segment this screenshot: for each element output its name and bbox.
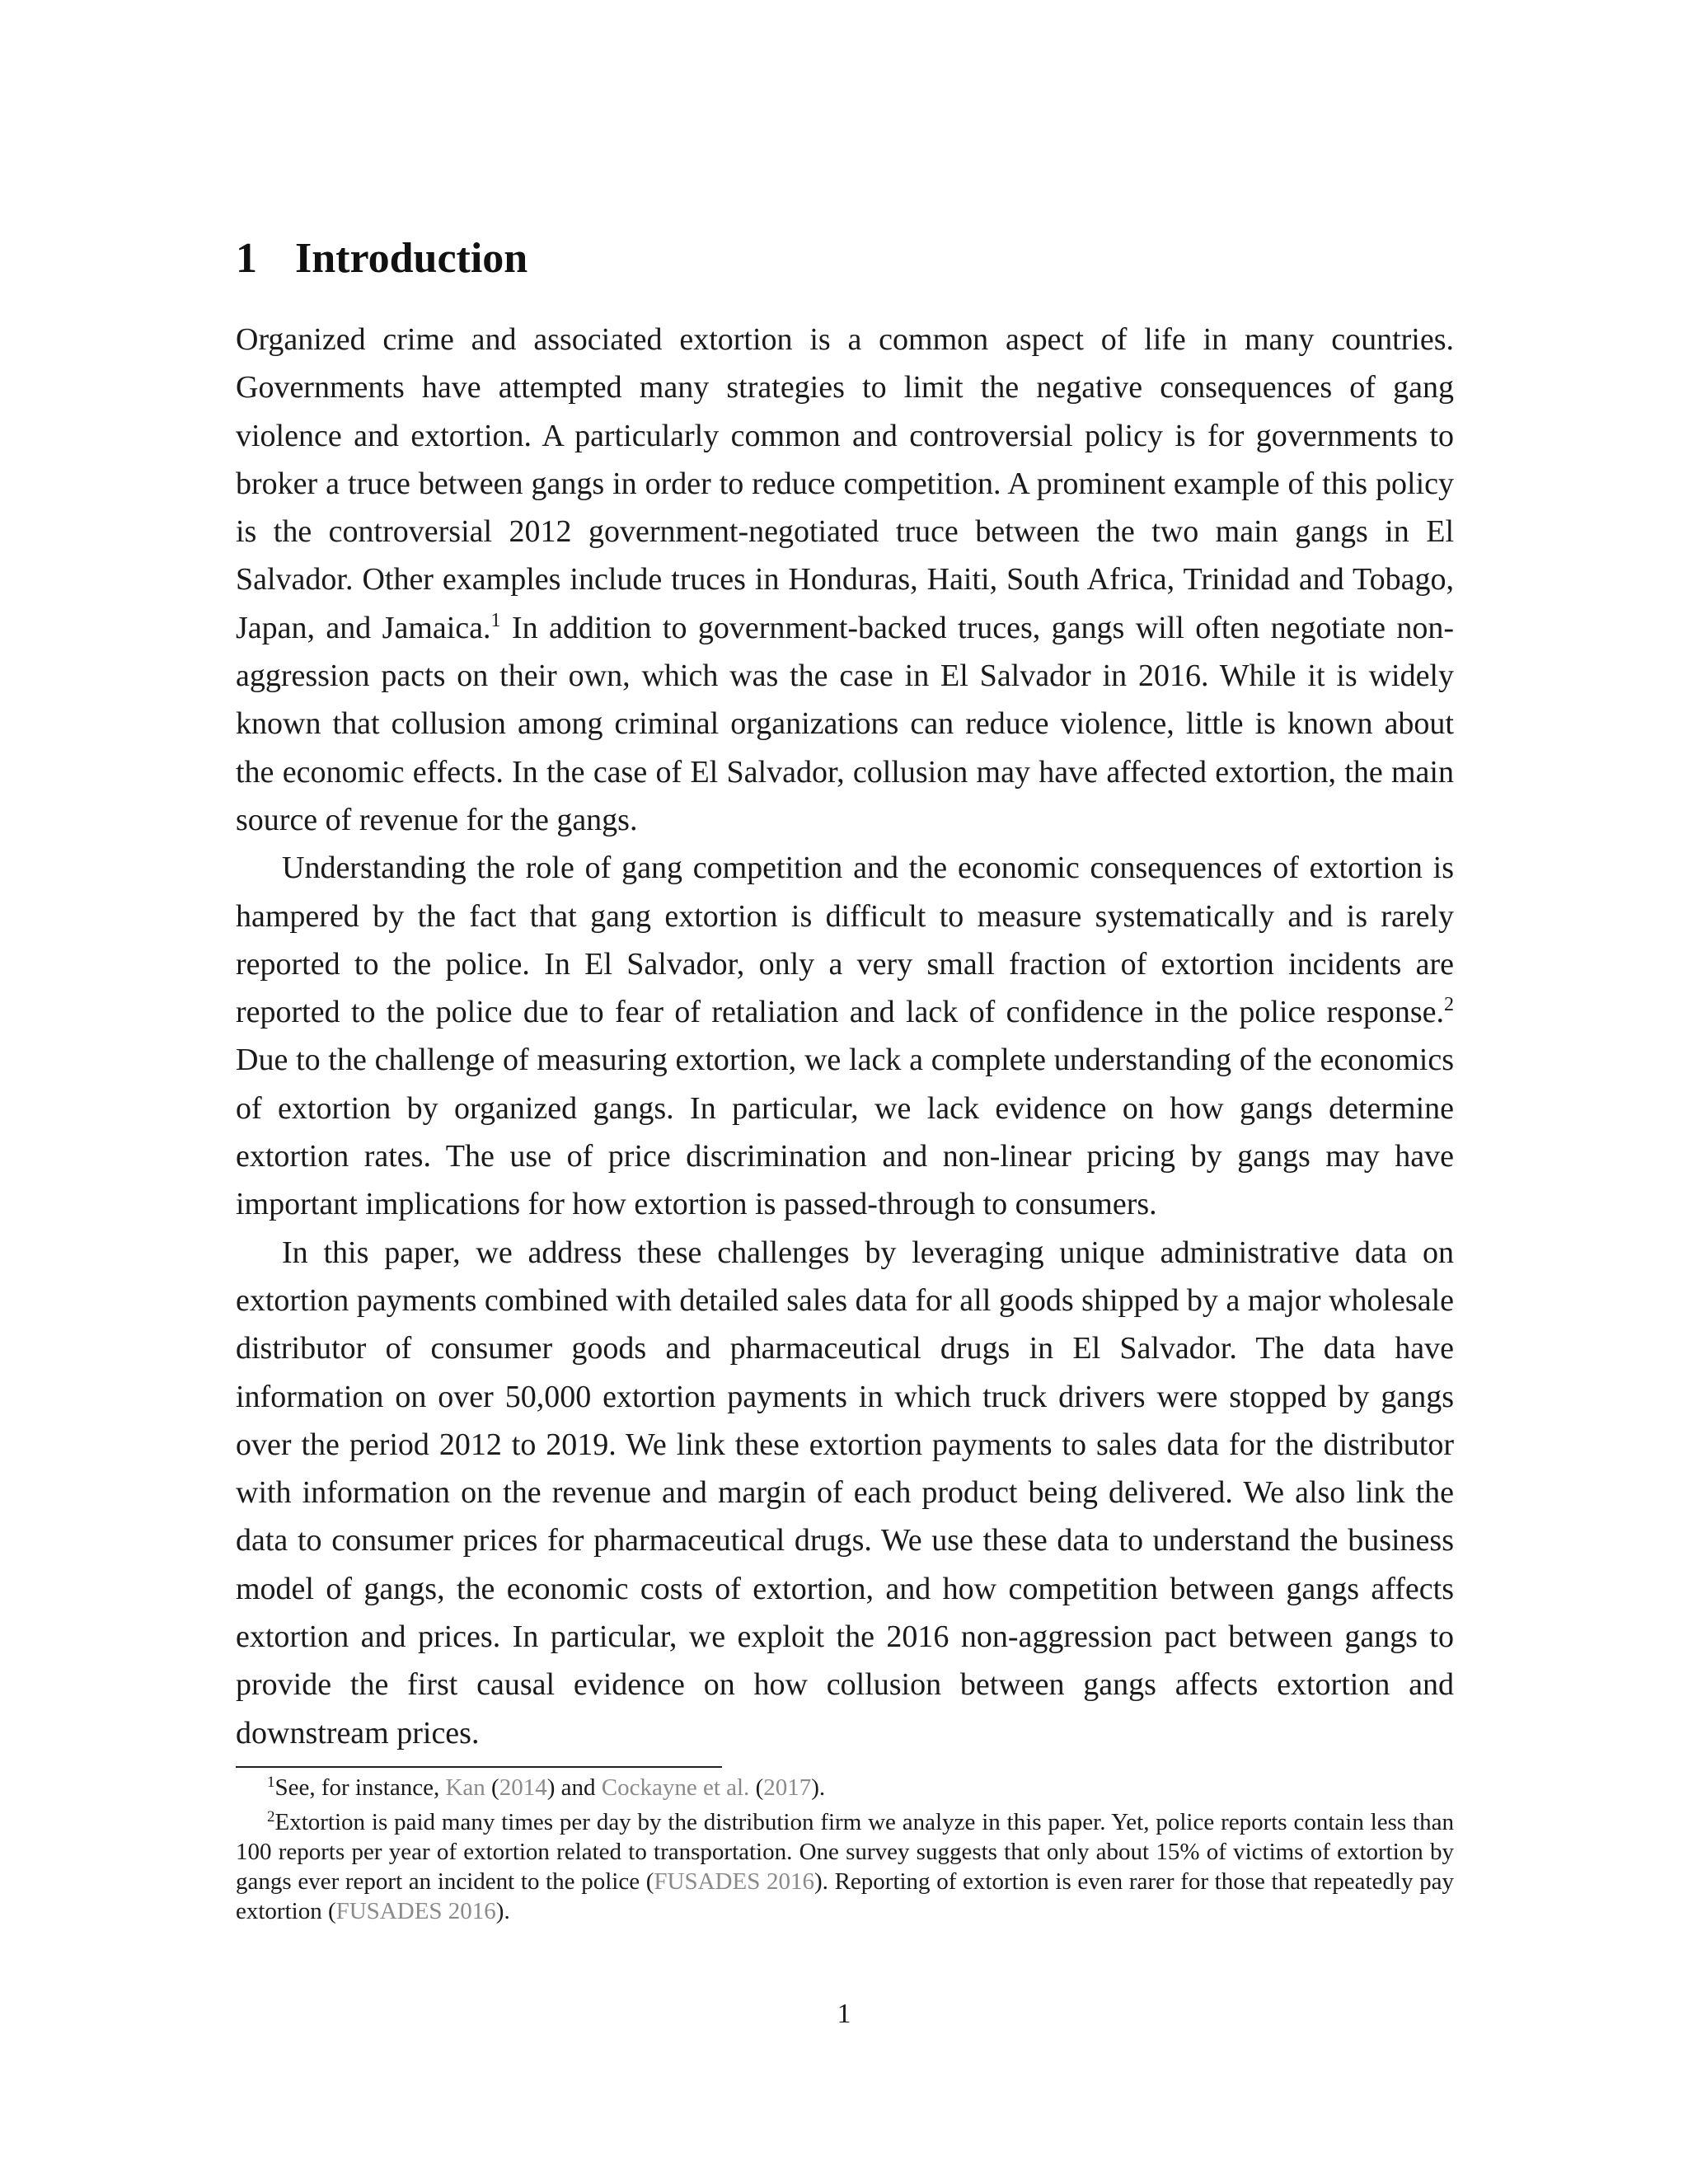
footnotes — [236, 1773, 1454, 1931]
footnote-mark: 1 — [267, 1774, 275, 1791]
text-run: In this paper, we address these challenges by leveraging unique administrative data on extortion payments combined with detailed sales data for all goods shipped by a major wholesale distributor of consumer goods and pharmaceutical drugs in El Salvador. The data have information on over 50,000 extortion payments in which truck drivers were stopped by gangs over the period 2012 to 2019. We link these extortion payments to sales data for the distributor with information on the revenue and margin of each product being delivered. We also link the data to consumer prices for pharmaceutical drugs. We use these data to understand the business model of gangs, the economic costs of extortion, and how competition between gangs affects extortion and prices. In particular, we exploit the 2016 non-aggression pact between gangs to provide the first causal evidence on how collusion between gangs affects extortion and downstream prices. — [236, 1235, 1454, 1750]
text-run: ( — [749, 1774, 764, 1801]
text-run: ). Reporting of extortion is even rarer for those that repeatedly pay extortion ( — [236, 1868, 1454, 1924]
paragraph-2 — [236, 844, 1454, 1228]
citation-link[interactable]: FUSADES 2016 — [335, 1898, 496, 1924]
citation-link[interactable]: Kan — [445, 1774, 485, 1801]
citation-link[interactable]: FUSADES 2016 — [654, 1868, 814, 1895]
body-text — [236, 316, 1454, 1757]
section-title: Introduction — [295, 235, 528, 282]
citation-link[interactable]: Cockayne et al. — [601, 1774, 750, 1801]
text-run: ) and — [546, 1774, 602, 1801]
citation-link[interactable]: 2014 — [499, 1774, 547, 1801]
section-number: 1 — [236, 235, 257, 282]
footnote-ref[interactable]: 1 — [490, 609, 501, 631]
text-run: Due to the challenge of measuring extortion, we lack a complete understanding of the economics of extortion by organized gangs. In particular, we lack evidence on how gangs determine extortion rates. The use of price discrimination and non-linear pricing by gangs may have important implications for how extortion is passed-through to consumers. — [236, 1043, 1454, 1222]
text-run: Organized crime and associated extortion is a common aspect of life in many countries. Governments have attempted many strategies to limit the negative consequences of gang violence and extortion. A particularly common and controversial policy is for governments to broker a truce between gangs in order to reduce competition. A prominent example of this policy is the controversial 2012 government-negotiated truce between the two main gangs in El Salvador. Other examples include truces in Honduras, Haiti, South Africa, Trinidad and Tobago, Japan, and Jamaica. — [236, 322, 1454, 645]
text-run: See, for instance, — [274, 1774, 446, 1801]
text-run: ( — [485, 1774, 499, 1801]
page-number: 1 — [837, 1999, 851, 2029]
paragraph-1 — [236, 316, 1454, 844]
footnote-mark: 2 — [267, 1808, 275, 1825]
footnote-2 — [236, 1807, 1454, 1926]
footnote-ref[interactable]: 2 — [1444, 994, 1454, 1016]
section-heading — [236, 232, 528, 285]
text-run: Understanding the role of gang competition and the economic consequences of extortion is hampered by the fact that gang extortion is difficult to measure systematically and is rarely reported to the police. In El Salvador, only a very small fraction of extortion incidents are reported to the police due to fear of retaliation and lack of confidence in the police response. — [236, 851, 1454, 1030]
text-run: Extortion is paid many times per day by the distribution firm we analyze in this paper. Yet, police reports contain less than 100 reports per year of extortion related to transportation. One survey suggests that only about 15% of victims of extortion by gangs ever report an incident to the police ( — [236, 1809, 1454, 1895]
citation-link[interactable]: 2017 — [763, 1774, 812, 1801]
text-run: ). — [495, 1898, 510, 1924]
paragraph-3 — [236, 1229, 1454, 1757]
text-run: In addition to government-backed truces, gangs will often negotiate non-aggression pacts on their own, which was the case in El Salvador in 2016. While it is widely known that collusion among criminal organizations can reduce violence, little is known about the economic effects. In the case of El Salvador, collusion may have affected extortion, the main source of revenue for the gangs. — [236, 610, 1454, 837]
footnote-divider — [236, 1766, 722, 1768]
text-run: ). — [811, 1774, 826, 1801]
footnote-1 — [236, 1773, 1454, 1802]
